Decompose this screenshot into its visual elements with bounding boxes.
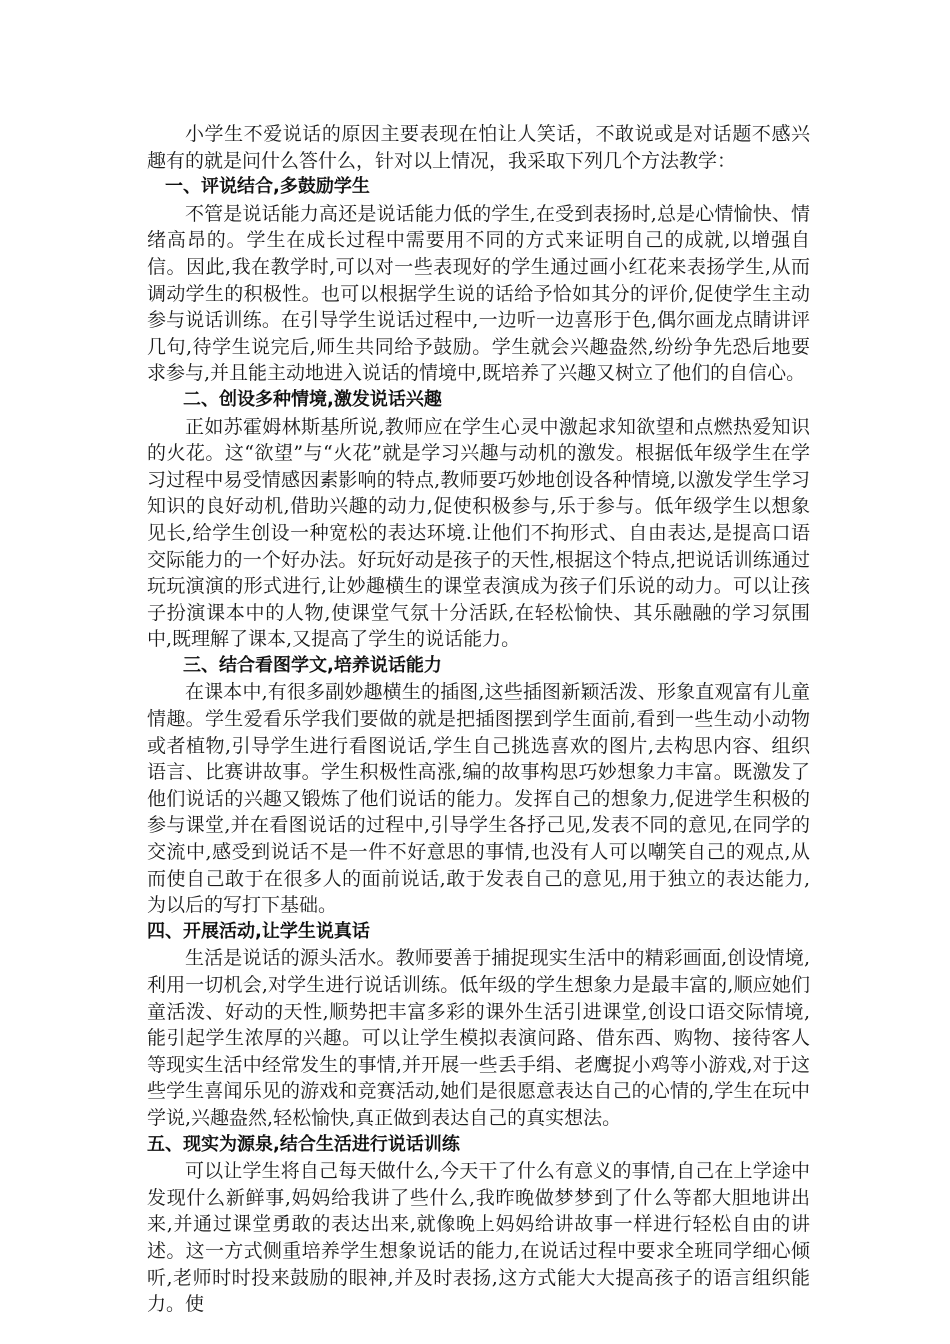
section-4-body: 生活是说话的源头活水。教师要善于捕捉现实生活中的精彩画面,创设情境,利用一切机会,对学生进行说话训练。低年级的学生想象力是最丰富的,顺应她们童活泼、好动的天性,顺势把丰富多彩的课外生活引进课堂,创设口语交际情境,能引起学生浓厚的兴趣。可以让学生模拟表演问路、借东西、购物、接待客人等现实生活中经常发生的事情,并开展一些丢手绢、老鹰捉小鸡等小游戏,对于这些学生喜闻乐见的游戏和竞赛活动,她们是很愿意表达自己的心情的,学生在玩中学说,兴趣盎然,轻松愉快,真正做到表达自己的真实想法。 [147, 947, 810, 1129]
section-3-body: 在课本中,有很多副妙趣横生的插图,这些插图新颖活泼、形象直观富有儿童情趣。学生爱看乐学我们要做的就是把插图摆到学生面前,看到一些生动小动物或者植物,引导学生进行看图说话,学生自己挑选喜欢的图片,去构思内容、组织语言、比赛讲故事。学生积极性高涨,编的故事构思巧妙想象力丰富。既激发了他们说话的兴趣又锻炼了他们说话的能力。发挥自己的想象力,促进学生积极的参与课堂,并在看图说话的过程中,引导学生各抒己见,发表不同的意见,在同学的交流中,感受到说话不是一件不好意思的事情,也没有人可以嘲笑自己的观点,从而使自己敢于在很多人的面前说话,敢于发表自己的意见,用于独立的表达能力,为以后的写打下基础。 [147, 681, 810, 917]
section-4-heading: 四、开展活动,让学生说真话 [147, 920, 370, 942]
section-2-body: 正如苏霍姆林斯基所说,教师应在学生心灵中激起求知欲望和点燃热爱知识的火花。这“欲望”与“火花”就是学习兴趣与动机的激发。根据低年级学生在学习过程中易受情感因素影响的特点,教师要巧妙地创设各种情境,以激发学生学习知识的良好动机,借助兴趣的动力,促使积极参与,乐于参与。低年级学生以想象见长,给学生创设一种宽松的表达环境.让他们不拘形式、自由表达,是提高口语交际能力的一个好办法。好玩好动是孩子的天性,根据这个特点,把说话训练通过玩玩演演的形式进行,让妙趣横生的课堂表演成为孩子们乐说的动力。可以让孩子扮演课本中的人物,使课堂气氛十分活跃,在轻松愉快、其乐融融的学习氛围中,既理解了课本,又提高了学生的说话能力。 [147, 415, 810, 651]
section-2-heading: 二、创设多种情境,激发说话兴趣 [183, 388, 442, 410]
section-1-heading: 一、评说结合,多鼓励学生 [165, 176, 370, 198]
section-5-body: 可以让学生将自己每天做什么,今天干了什么有意义的事情,自己在上学途中发现什么新鲜事,妈妈给我讲了些什么,我昨晚做梦梦到了什么等都大胆地讲出来,并通过课堂勇敢的表达出来,就像晚上妈妈给讲故事一样进行轻松自由的讲述。这一方式侧重培养学生想象说话的能力,在说话过程中要求全班同学细心倾听,老师时时投来鼓励的眼神,并及时表扬,这方式能大大提高孩子的语言组织能力。使 [147, 1160, 810, 1316]
section-3-heading: 三、结合看图学文,培养说话能力 [183, 654, 442, 676]
intro-paragraph: 小学生不爱说话的原因主要表现在怕让人笑话，不敢说或是对话题不感兴趣有的就是问什么答什么，针对以上情况，我采取下列几个方法教学： [147, 123, 810, 172]
section-5-heading: 五、现实为源泉,结合生活进行说话训练 [147, 1133, 460, 1155]
document-page [147, 121, 810, 1318]
section-1-body: 不管是说话能力高还是说话能力低的学生,在受到表扬时,总是心情愉快、情绪高昂的。学生在成长过程中需要用不同的方式来证明自己的成就,以增强自信。因此,我在教学时,可以对一些表现好的学生通过画小红花来表扬学生,从而调动学生的积极性。也可以根据学生说的话给予恰如其分的评价,促使学生主动参与说话训练。在引导学生说话过程中,一边听一边喜形于色,偶尔画龙点睛讲评几句,待学生说完后,师生共同给予鼓励。学生就会兴趣盎然,纷纷争先恐后地要求参与,并且能主动地进入说话的情境中,既培养了兴趣又树立了他们的自信心。 [147, 202, 810, 385]
